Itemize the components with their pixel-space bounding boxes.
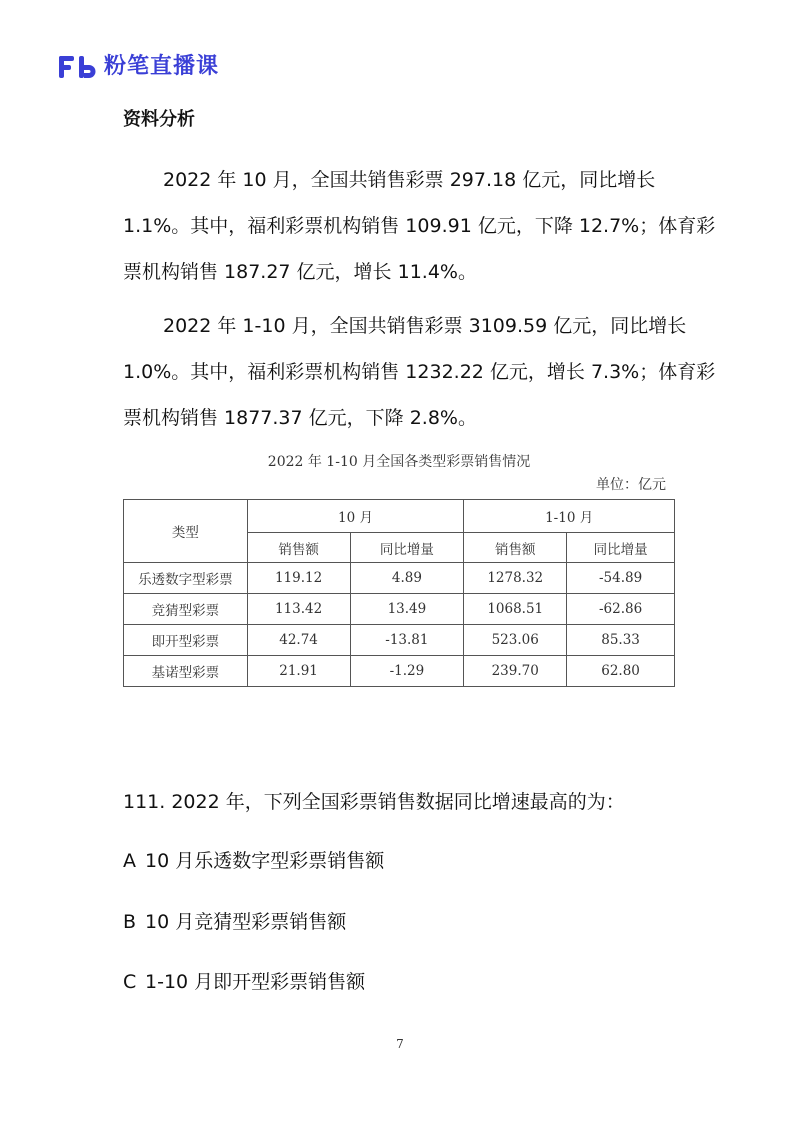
sub-header: 同比增量 <box>567 533 675 563</box>
section-title: 资料分析 <box>123 109 195 130</box>
row-label: 竞猜型彩票 <box>124 594 248 625</box>
paragraph-jan-oct <box>123 303 716 441</box>
group-header-jan-oct: 1-10 月 <box>464 500 675 533</box>
brand-name: 粉笔直播课 <box>104 54 220 79</box>
table-cell: 21.91 <box>247 656 350 687</box>
paragraph-line: 2022 年 1-10 月，全国共销售彩票 3109.59 亿元，同比增长 <box>163 315 687 337</box>
table-row <box>124 563 675 594</box>
table-cell: 523.06 <box>464 625 567 656</box>
sub-header: 销售额 <box>464 533 567 563</box>
table-unit: 单位：亿元 <box>596 477 666 493</box>
table-cell: -54.89 <box>567 563 675 594</box>
sub-header: 同比增量 <box>350 533 464 563</box>
table-cell: 113.42 <box>247 594 350 625</box>
row-label: 乐透数字型彩票 <box>124 563 248 594</box>
row-label: 即开型彩票 <box>124 625 248 656</box>
table-cell: 239.70 <box>464 656 567 687</box>
table-cell: 119.12 <box>247 563 350 594</box>
row-label: 基诺型彩票 <box>124 656 248 687</box>
table-row <box>124 656 675 687</box>
option-text: 10 月乐透数字型彩票销售额 <box>145 850 385 872</box>
paragraph-line: 2022 年 10 月，全国共销售彩票 297.18 亿元，同比增长 <box>163 169 656 191</box>
table-title: 2022 年 1-10 月全国各类型彩票销售情况 <box>267 454 531 470</box>
lottery-sales-table <box>123 499 675 687</box>
table-cell: 1278.32 <box>464 563 567 594</box>
paragraph-line: 1.0%。其中，福利彩票机构销售 1232.22 亿元，增长 7.3%；体育彩 <box>123 361 716 383</box>
paragraph-line: 票机构销售 1877.37 亿元，下降 2.8%。 <box>123 407 477 429</box>
sub-header: 销售额 <box>247 533 350 563</box>
option-letter: B <box>123 911 137 933</box>
paragraph-october <box>123 157 716 295</box>
brand-logo <box>58 50 219 84</box>
type-header: 类型 <box>124 500 248 563</box>
option-text: 10 月竞猜型彩票销售额 <box>145 911 347 933</box>
option-text: 1-10 月即开型彩票销售额 <box>145 971 366 993</box>
table-row <box>124 625 675 656</box>
question-text: 111. 2022 年，下列全国彩票销售数据同比增速最高的为： <box>123 791 625 813</box>
table-cell: -62.86 <box>567 594 675 625</box>
table-cell: -13.81 <box>350 625 464 656</box>
paragraph-line: 1.1%。其中，福利彩票机构销售 109.91 亿元，下降 12.7%；体育彩 <box>123 215 716 237</box>
paragraph-line: 票机构销售 187.27 亿元，增长 11.4%。 <box>123 261 477 283</box>
option-letter: A <box>123 850 136 872</box>
table-cell: 85.33 <box>567 625 675 656</box>
option-c[interactable] <box>123 968 365 996</box>
table-cell: 4.89 <box>350 563 464 594</box>
table-row <box>124 594 675 625</box>
fenbi-logo-icon <box>58 54 98 80</box>
group-header-october: 10 月 <box>247 500 464 533</box>
table-cell: 13.49 <box>350 594 464 625</box>
option-letter: C <box>123 971 137 993</box>
option-a[interactable] <box>123 847 384 875</box>
table-cell: 42.74 <box>247 625 350 656</box>
option-b[interactable] <box>123 908 346 936</box>
table-cell: 1068.51 <box>464 594 567 625</box>
table-cell: -1.29 <box>350 656 464 687</box>
table-cell: 62.80 <box>567 656 675 687</box>
page-number: 7 <box>396 1037 404 1051</box>
